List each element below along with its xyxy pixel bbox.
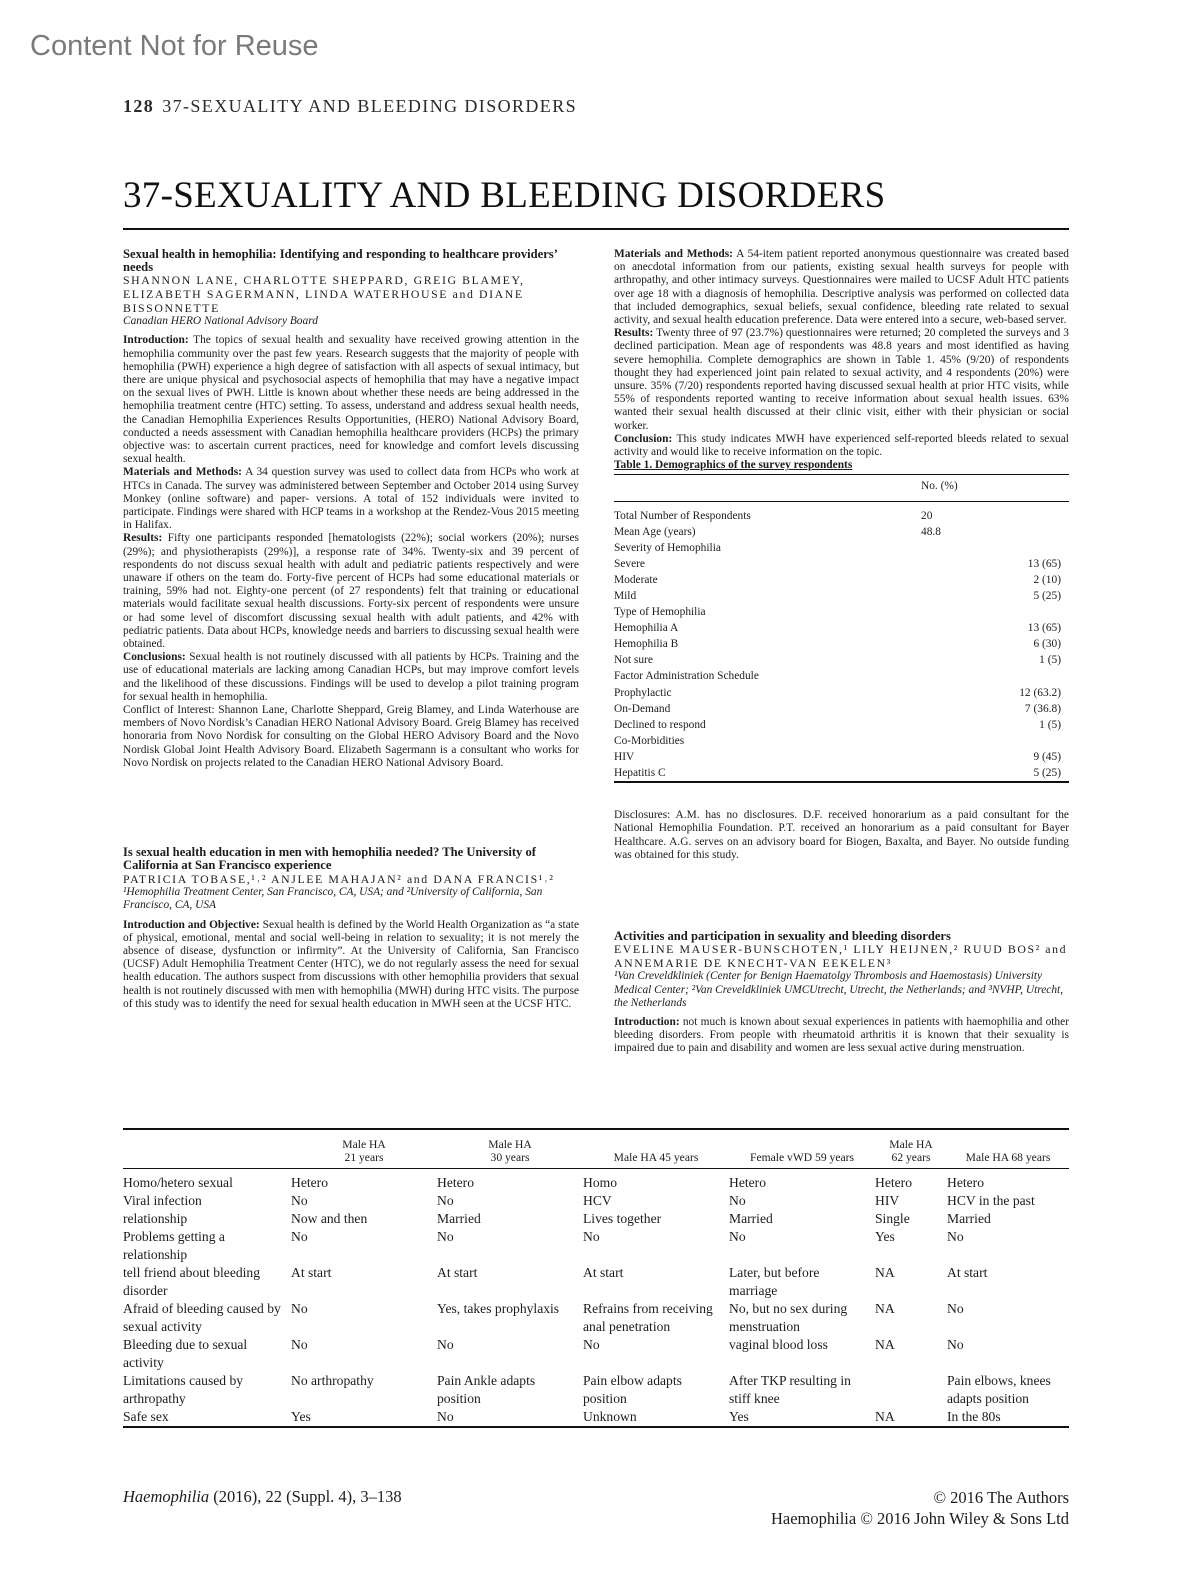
table1-row: [614, 540, 1069, 556]
table1-value: [921, 636, 991, 652]
table1-label: Factor Administration Schedule: [614, 670, 759, 683]
table2-cell: No: [947, 1337, 964, 1352]
table2-col-header: Female vWD 59 years: [750, 1151, 854, 1164]
conclusion-label: Conclusion:: [614, 432, 673, 445]
table2-cell: Hetero: [947, 1175, 984, 1190]
footer-copyright: [771, 1487, 1069, 1529]
table2-row-label: tell friend about bleeding disorder: [123, 1265, 261, 1298]
table1-value: [921, 717, 991, 733]
table2-cell: Pain elbow adapts position: [583, 1373, 682, 1406]
table1-value: [921, 540, 991, 556]
table1-value: [921, 604, 991, 620]
table1-count: [991, 501, 1069, 524]
table1-label: Hepatitis C: [614, 767, 666, 780]
table1-value: [921, 749, 991, 765]
table1-label: Mean Age (years): [614, 525, 696, 538]
table2-cell: Unknown: [583, 1409, 637, 1424]
table2-col-header: Male HA 62 years: [889, 1138, 933, 1164]
table2-row: [123, 1228, 1069, 1264]
table1-count: [991, 668, 1069, 684]
table1-count: 5 (25): [1033, 767, 1061, 780]
table2-row: [123, 1192, 1069, 1210]
abstract3-title: Activities and participation in sexuality and bleeding disorders: [614, 928, 951, 943]
table2-cell: Married: [729, 1211, 773, 1226]
table2-cell: NA: [875, 1409, 895, 1424]
table2-cell: NA: [875, 1337, 895, 1352]
table2-row-label: Bleeding due to sexual activity: [123, 1337, 248, 1370]
table2-row-label: Homo/hetero sexual: [123, 1175, 233, 1190]
table1-row: [614, 501, 1069, 524]
table2-row-label: Problems getting a relationship: [123, 1229, 225, 1262]
abstract2-methods: [614, 248, 1069, 327]
conclusions-text: Sexual health is not routinely discussed with all patients by HCPs. Training and the use of educational materials are lacking among Canadian HCPs, but may improve comfort levels and the likelihood of these discussions. Findings will be used to develop a pilot training program for sexual health in hemophilia.: [123, 651, 579, 703]
table2-cell: Hetero: [729, 1175, 766, 1190]
table1-row: [614, 588, 1069, 604]
table2-cell: After TKP resulting in stiff knee: [729, 1373, 851, 1406]
abstract1-title: Sexual health in hemophilia: Identifying and responding to healthcare providers’ needs: [123, 247, 557, 275]
table1-row: [614, 556, 1069, 572]
table2-cell: Yes: [729, 1409, 749, 1424]
table1-value: [921, 668, 991, 684]
table1-row: [614, 572, 1069, 588]
table1-value: [921, 701, 991, 717]
results-label: Results:: [123, 532, 163, 545]
table1-row: [614, 733, 1069, 749]
table1-label: Declined to respond: [614, 718, 706, 731]
copyright-line-2: Haemophilia © 2016 John Wiley & Sons Ltd: [770, 1509, 1069, 1528]
table2-cell: Hetero: [875, 1175, 912, 1190]
abstract1-intro: [123, 334, 579, 466]
table2-cell: At start: [947, 1265, 988, 1280]
abstract3-intro: [614, 1016, 1069, 1056]
table2-cell: vaginal blood loss: [729, 1337, 828, 1352]
table2-cell: NA: [875, 1301, 895, 1316]
table1-row: [614, 636, 1069, 652]
table2-cell: No arthropathy: [291, 1373, 374, 1388]
methods-label: Materials and Methods:: [614, 248, 733, 260]
table1-label: Type of Hemophilia: [614, 606, 706, 619]
table1-col-header: No. (%): [921, 480, 958, 493]
table1-row: [614, 652, 1069, 668]
abstract2-disclosures: Disclosures: A.M. has no disclosures. D.F. received honorarium as a paid consultant for the National Hemophilia Foundation. P.T. received an honorarium as a paid consultant for Bayer Healthcare. A.G. serves on an advisory board for Biogen, Baxalta, and Bayer. No outside funding was obtained for this study.: [614, 809, 1069, 861]
table2-cell: No: [291, 1229, 308, 1244]
abstract2-authors: PATRICIA TOBASE,¹˒² ANJLEE MAHAJAN² and DANA FRANCIS¹˒²: [123, 871, 555, 886]
intro-text: Sexual health is defined by the World Health Organization as “a state of physical, emotional, mental and social well-being in relation to sexuality; it is not merely the absence of disease, dysfunction or infirmity”. At the University of California, San Francisco (UCSF) Adult Hemophilia Treatment Center (HTC), we do not regularly assess the need for sexual health education. The authors suspect from discussions with other hemophilia providers that sexual health is not routinely discussed with men with hemophilia (MWH) during HTC visits. The purpose of this study was to identify the need for sexual health education in MWH seen at the UCSF HTC.: [123, 918, 579, 1010]
table1-count: 2 (10): [1033, 573, 1061, 586]
table1-label: Severe: [614, 557, 645, 570]
table2-col-header: Male HA 21 years: [342, 1138, 386, 1164]
table2-cell: Hetero: [291, 1175, 328, 1190]
table1-row: [614, 604, 1069, 620]
table1-count: [991, 733, 1069, 749]
table2-cell: At start: [583, 1265, 624, 1280]
conclusions-label: Conclusions:: [123, 651, 186, 664]
table2-col-header: [123, 1129, 291, 1169]
table2-cell: No: [729, 1193, 746, 1208]
abstract3-affiliation: ¹Van Creveldkliniek (Center for Benign Haematolgy Thrombosis and Haemostasis) University Medical Center; ²Van Creveldkliniek UMCUtrecht, Utrecht, the Netherlands; and ³NVHP, Utrecht, the Netherlands: [614, 970, 1064, 1009]
table1-row: [614, 685, 1069, 701]
footer-citation: [123, 1487, 402, 1507]
table2-row: [123, 1408, 1069, 1427]
table2-cell: Homo: [583, 1175, 617, 1190]
table1-count: [991, 524, 1069, 540]
table1-row: [614, 765, 1069, 782]
intro-label: Introduction:: [614, 1015, 680, 1028]
table1-value: 20: [921, 509, 933, 522]
table2-cell: HIV: [875, 1193, 900, 1208]
abstract2-conclusion: [614, 433, 1069, 459]
table2-col-header: Male HA 68 years: [965, 1151, 1051, 1164]
table2-cell: Hetero: [437, 1175, 474, 1190]
running-header: [123, 96, 577, 117]
table2-cell: At start: [291, 1265, 332, 1280]
table2-row: [123, 1210, 1069, 1228]
table2-cell: Married: [947, 1211, 991, 1226]
table1-value: [921, 620, 991, 636]
table1-count: 7 (36.8): [1024, 702, 1061, 715]
table2-cell: Refrains from receiving anal penetration: [583, 1301, 713, 1334]
table1-value: [921, 733, 991, 749]
table2-cell: No: [437, 1337, 454, 1352]
demographics-table: [614, 474, 1069, 783]
table2-row-label: Afraid of bleeding caused by sexual activity: [123, 1301, 281, 1334]
table1-count: 13 (65): [1027, 622, 1061, 635]
table2-row-label: Safe sex: [123, 1409, 169, 1424]
table2-cell: In the 80s: [947, 1409, 1001, 1424]
copyright-line-1: © 2016 The Authors: [933, 1488, 1069, 1507]
table1-row: [614, 717, 1069, 733]
intro-text: The topics of sexual health and sexuality have received growing attention in the hemophilia community over the past few years. Research suggests that the majority of people with hemophilia (PWH) experience a high degree of satisfaction with all aspects of sexual intimacy, but there are unique physical and psychosocial aspects of hemophilia that may have a negative impact on the sexual lives of PWH. Little is known about whether these needs are being addressed in the hemophilia treatment centre (HTC) setting. To assess, understand and address sexual health needs, the Canadian Hemophilia Experiences Results Opportunities, (HERO) National Advisory Board, conducted a needs assessment with Canadian hemophilia healthcare providers (HCPs) the primary objective was: to ascertain current practices, need for knowledge and comfort levels discussing sexual health.: [123, 334, 579, 466]
table2-cell: Yes: [875, 1229, 895, 1244]
table1-label: Hemophilia A: [614, 622, 679, 635]
table1-label: Prophylactic: [614, 686, 672, 699]
table2-cell: Yes: [291, 1409, 311, 1424]
table2-row: [123, 1300, 1069, 1336]
page-number: 128: [123, 96, 155, 116]
table1-label: Co-Morbidities: [614, 734, 685, 747]
left-column: [123, 248, 579, 1011]
table2-cell: No: [437, 1229, 454, 1244]
table2-col-header: Male HA 45 years: [613, 1151, 699, 1164]
table1-label: Mild: [614, 590, 637, 603]
abstract1-conclusions: [123, 651, 579, 704]
table2-cell: No: [291, 1337, 308, 1352]
table2-cell: At start: [437, 1265, 478, 1280]
intro-label: Introduction and Objective:: [123, 918, 260, 931]
methods-label: Materials and Methods:: [123, 466, 242, 479]
abstract1-authors: SHANNON LANE, CHARLOTTE SHEPPARD, GREIG BLAMEY, ELIZABETH SAGERMANN, LINDA WATERHOUSE and DIANE BISSONNETTE: [123, 273, 525, 315]
abstract1-methods: [123, 466, 579, 532]
abstract1-results: [123, 532, 579, 651]
table2-row-label: relationship: [123, 1211, 188, 1226]
conclusion-text: This study indicates MWH have experienced self-reported bleeds related to sexual activity and would like to receive information on the topic.: [614, 432, 1069, 459]
section-title: 37-SEXUALITY AND BLEEDING DISORDERS: [123, 175, 886, 216]
table1-count: 9 (45): [1033, 750, 1061, 763]
table1-value: [921, 765, 991, 782]
table2-cell: [875, 1372, 947, 1408]
watermark: Content Not for Reuse: [30, 30, 319, 62]
table2-cell: No: [583, 1337, 600, 1352]
table1-count: [991, 604, 1069, 620]
abstract2-affiliation: ¹Hemophilia Treatment Center, San Francisco, CA, USA; and ²University of California, San Francisco, CA, USA: [123, 886, 543, 912]
table1-row: [614, 620, 1069, 636]
table1-count: 1 (5): [1039, 654, 1061, 667]
table1-count: 12 (63.2): [1019, 686, 1061, 699]
intro-text: not much is known about sexual experiences in patients with haemophilia and other bleeding disorders. From people with rheumatoid arthritis it is known that their sexuality is impaired due to pain and disability and women are less sexual active during menstruation.: [614, 1015, 1069, 1055]
table1-count: 6 (30): [1033, 638, 1061, 651]
table2-cell: Yes, takes prophylaxis: [437, 1301, 560, 1316]
table2-cell: No: [583, 1229, 600, 1244]
table2-cell: No: [729, 1229, 746, 1244]
title-rule: [123, 228, 1069, 230]
journal-name: Haemophilia: [123, 1487, 210, 1506]
table2-cell: Married: [437, 1211, 481, 1226]
abstract1-conflict: Conflict of Interest: Shannon Lane, Charlotte Sheppard, Greig Blamey, and Linda Waterhouse are members of Novo Nordisk’s Canadian HERO National Advisory Board. Greig Blamey has received honoraria from Novo Nordisk for consulting on the Global HERO Advisory Board and the Novo Nordisk Global Joint Health Advisory Board. Elizabeth Sagermann is a consultant who works for Novo Nordisk on projects related to the Canadian HERO National Advisory Board.: [123, 704, 579, 769]
table2-cell: Pain elbows, knees adapts position: [947, 1373, 1051, 1406]
table2-row: [123, 1169, 1069, 1193]
results-label: Results:: [614, 327, 654, 340]
table2-row: [123, 1336, 1069, 1372]
table2-cell: No: [437, 1409, 454, 1424]
right-column: [614, 248, 1069, 1056]
table1-count: 13 (65): [1027, 557, 1061, 570]
intro-label: Introduction:: [123, 334, 189, 347]
table2-cell: No: [947, 1301, 964, 1316]
table1-count: 5 (25): [1033, 590, 1061, 603]
abstract2-results: [614, 327, 1069, 433]
table1-label: Moderate: [614, 573, 658, 586]
table2-cell: Pain Ankle adapts position: [437, 1373, 536, 1406]
table1-count: 1 (5): [1039, 718, 1061, 731]
table2-cell: No: [947, 1229, 964, 1244]
table2-row-label: Viral infection: [123, 1193, 202, 1208]
table2-row: [123, 1372, 1069, 1408]
table1-row: [614, 524, 1069, 540]
methods-text: A 54-item patient reported anonymous questionnaire was created based on anecdotal information from our patients, existing sexual health surveys for people with arthropathy, and other intimacy surveys. Questionnaires were mailed to UCSF Adult HTC patients over age 18 with a diagnosis of hemophilia. Descriptive analysis was performed on collected data that included demographics, sexual beliefs, sexual confidence, bleeding rate related to sexual activity, and sexual health education preference. Data were entered into a secure, web-based server.: [614, 248, 1070, 327]
table1-label: Severity of Hemophilia: [614, 541, 721, 554]
table2-col-header: Male HA 30 years: [488, 1138, 532, 1164]
table1-title: Table 1. Demographics of the survey respondents: [614, 459, 853, 472]
table1-count: [991, 540, 1069, 556]
table1-label: Not sure: [614, 654, 653, 667]
table1-value: [921, 556, 991, 572]
abstract2-intro: [123, 919, 579, 1011]
table1-label: HIV: [614, 750, 635, 763]
table1-row: [614, 749, 1069, 765]
results-text: Twenty three of 97 (23.7%) questionnaires were returned; 20 completed the surveys and 3 declined participation. Mean age of respondents was 48.8 years and most identified as having severe hemophilia. Complete demographics are shown in Table 1. 45% (9/20) of respondents thought they had experienced joint pain related to sexual activity, and 4 respondents (20%) were unsure. 35% (7/20) respondents reported having discussed sexual health at prior HTC visits, while 55% of respondents reported wanting to receive information about sexual health issues. 63% wanted their sexual health discussed at their clinic visit, either with their physician or social worker.: [614, 327, 1069, 432]
table1-value: [921, 652, 991, 668]
table2-cell: HCV in the past: [947, 1193, 1035, 1208]
abstract2-title: Is sexual health education in men with hemophilia needed? The University of California at San Francisco experience: [123, 845, 536, 873]
table2-cell: Now and then: [291, 1211, 368, 1226]
running-title: 37-SEXUALITY AND BLEEDING DISORDERS: [162, 96, 578, 116]
abstract3-authors: EVELINE MAUSER-BUNSCHOTEN,¹ LILY HEIJNEN,² RUUD BOS² and ANNEMARIE DE KNECHT-VAN EEKELEN³: [614, 942, 1068, 970]
table2-row-label: Limitations caused by arthropathy: [123, 1373, 244, 1406]
table1-value: 48.8: [921, 525, 941, 538]
table1-value: [921, 572, 991, 588]
abstract1-affiliation: Canadian HERO National Advisory Board: [123, 315, 318, 328]
table1-value: [921, 588, 991, 604]
table2-cell: No: [291, 1301, 308, 1316]
table1-row: [614, 701, 1069, 717]
table2-cell: HCV: [583, 1193, 612, 1208]
table2-cell: No: [291, 1193, 308, 1208]
table2-row: [123, 1264, 1069, 1300]
table2-cell: Single: [875, 1211, 910, 1226]
table2-cell: NA: [875, 1265, 895, 1280]
table2-cell: No: [437, 1193, 454, 1208]
table1-label: Hemophilia B: [614, 638, 679, 651]
citation-detail: (2016), 22 (Suppl. 4), 3–138: [213, 1487, 402, 1506]
table1-value: [921, 685, 991, 701]
results-text: Fifty one participants responded [hematologists (22%); social workers (20%); nurses (29%); and physiotherapists (29%)], a response rate of 34%. Twenty-six and 39 percent of respondents do not discuss sexual health with adult and pediatric patients respectively and were unaware if others on the team do. Forty-five percent of HCPs had some educational materials or training, 59% had not. Eighty-one percent (of 27 respondents) felt that training or educational materials would facilitate sexual health discussions. Forty-six percent of respondents were unsure or had some level of discomfort discussing sexual health with adult patients, and 42% with pediatric patients. Data about HCPs, knowledge needs and barriers to discussing sexual health were obtained.: [123, 532, 579, 651]
table2-cell: No, but no sex during menstruation: [729, 1301, 848, 1334]
table1-label: On-Demand: [614, 702, 671, 715]
table2-cell: Lives together: [583, 1211, 662, 1226]
table2-cell: Later, but before marriage: [729, 1265, 820, 1298]
table1-row: [614, 668, 1069, 684]
table1-label: Total Number of Respondents: [614, 509, 751, 522]
sexuality-cases-table: [123, 1128, 1069, 1428]
methods-text: A 34 question survey was used to collect data from HCPs who work at HTCs in Canada. The survey was administered between September and October 2014 using Survey Monkey (online software) and paper- versions. A total of 152 individuals were invited to participate. Findings were shared with HCP teams in a workshop at the Rendez-Vous 2015 meeting in Halifax.: [123, 466, 579, 532]
